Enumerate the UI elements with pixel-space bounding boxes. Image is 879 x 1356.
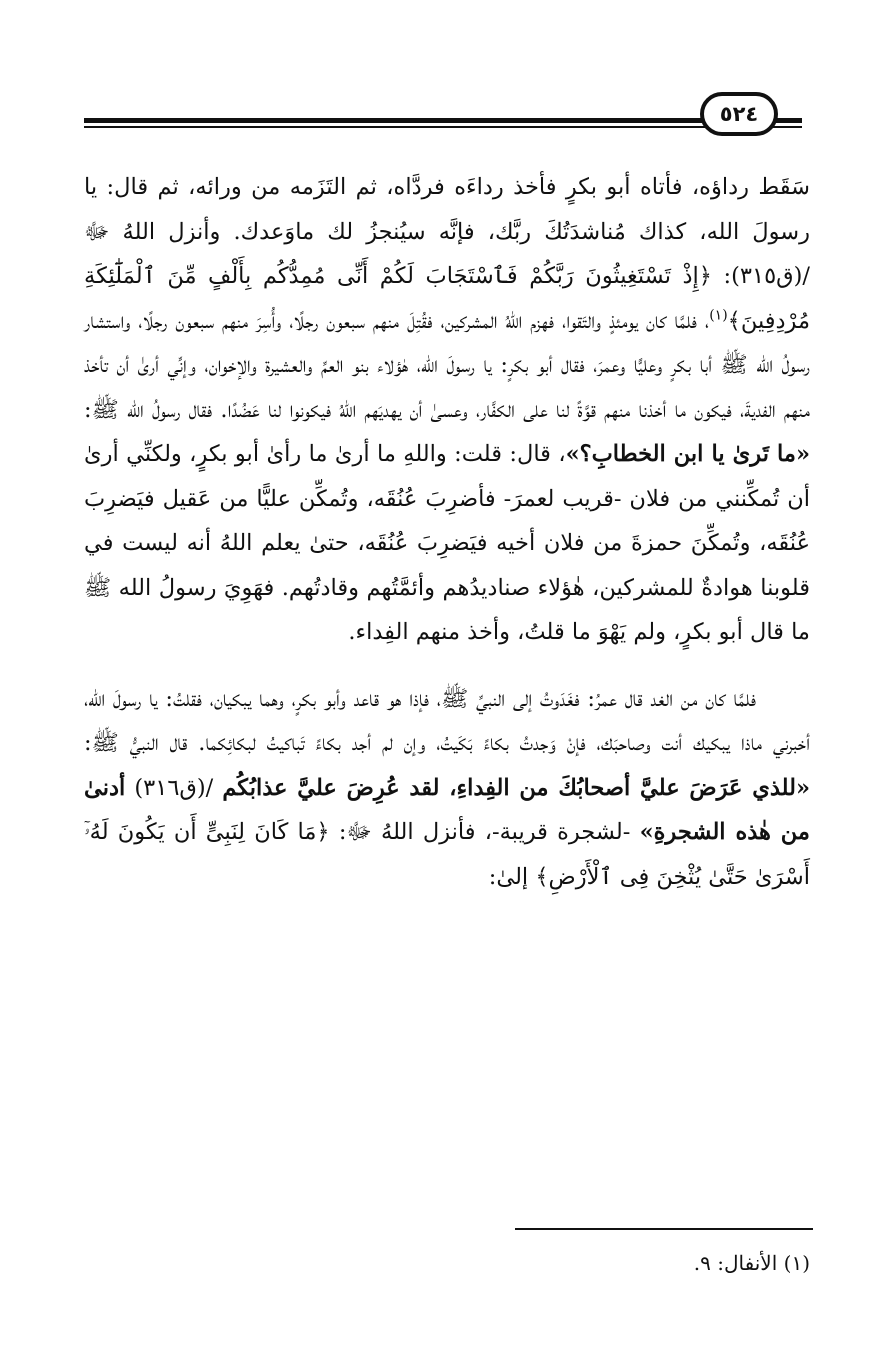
quran-verse-1: ﴿إِذْ تَسْتَغِيثُونَ رَبَّكُمْ فَٱسْتَجَابَ لَكُمْ أَنِّى مُمِدُّكُم بِأَلْفٍ مِّنَ ٱلْمَلَٰٓئِكَةِ مُرْدِفِينَ﴾ (84, 263, 810, 334)
p2-text-3: إلىٰ: (488, 863, 536, 890)
page-number: ٥٢٤ (719, 102, 759, 126)
p1-text-1: سَقَط رداؤه، فأتاه أبو بكرٍ فأخذ رداءَه فردَّاه، ثم التَزَمه من ورائه، ثم قال: يا رسولَ الله، كذاك مُناشدَتُكَ ربَّك، فإنَّه سيُنجزُ لك ماوَعدك. وأنزل اللهُ ﷻ /(ق٣١٥): (84, 174, 810, 289)
footnote-separator (515, 1228, 813, 1230)
paragraph-1 (84, 165, 810, 655)
folio-marker: /(ق٣١٦) (125, 774, 223, 801)
footnote-reference[interactable]: (١) (709, 307, 728, 323)
p1-text-3: ، قال: قلت: واللهِ ما أرىٰ ما رأىٰ أبو بكرٍ، ولكنِّي أرىٰ أن تُمكِّنني من فلان -قريب لعمرَ- فأضرِبَ عُنُقَه، وتُمكِّن عليًّا من عَقيل فيَضرِبَ عُنُقَه، وتُمكِّنَ حمزةَ من فلان أخيه فيَضرِبَ عُنُقَه، حتىٰ يعلم اللهُ أنه ليست في قلوبنا هوادةٌ للمشركين، هٰؤلاء صناديدُهم وأئمَّتُهم وقادتُهم. فهَوِيَ رسولُ الله ﷺ ما قال أبو بكرٍ، ولم يَهْوَ ما قلتُ، وأخذ منهم الفِداء. (84, 441, 810, 645)
header-rule-thick (84, 118, 802, 123)
p1-text-2: ، فلمَّا كان يومئذٍ والتَقوا، فهزم اللهُ المشركين، فقُتِلَ منهم سبعون رجلًا، وأُسِرَ منهم سبعون رجلًا، واستشار رسولُ الله ﷺ أبا بكرٍ وعليًّا وعمرَ، فقال أبو بكرٍ: يا رسولَ الله، هٰؤلاء بنو العمِّ والعشيرة والإخوان، وإنِّي أرىٰ أن تأخذ منهم الفديةَ، فيكون ما أخذنا منهم قوَّةً لنا على الكفَّار، وعسىٰ أن يهديَهم اللهُ فيكونوا لنا عَضُدًا. فقال رسولُ الله ﷺ: (84, 307, 810, 423)
page-number-badge (700, 92, 778, 136)
paragraph-2 (84, 677, 810, 900)
header-rule (84, 114, 802, 134)
quran-verse-2: ﴿مَا كَانَ لِنَبِىٍّ أَن يَكُونَ لَهُۥٓ أَسْرَىٰ حَتَّىٰ يُثْخِنَ فِى ٱلْأَرْضِ﴾ (84, 819, 810, 890)
hadith-quote-2b: أدنىٰ من هٰذه الشجرةِ» (84, 774, 810, 845)
hadith-quote-1: «ما تَرىٰ يا ابن الخطابِ؟» (565, 441, 811, 467)
main-text (84, 165, 810, 899)
header-rule-thin (84, 126, 802, 128)
p2-text-2: -لشجرة قريبة-، فأنزل اللهُ ﷻ: (329, 819, 640, 845)
p2-text-1: فلمَّا كان من الغد قال عمرُ: فغَدَوتُ إلى النبيِّ ﷺ، فإذا هو قاعد وأبو بكرٍ، وهما يبكيان، فقلتُ: يا رسولَ الله، أخبرني ماذا يبكيك أنت وصاحبَك، فإنْ وَجدتُ بكاءً بَكَيتُ، وإن لم أجد بكاءً تَباكيتُ لبكائِكما. قال النبيُّ ﷺ: (84, 685, 810, 756)
footnote: (١) الأنفال: ٩. (693, 1251, 810, 1275)
hadith-quote-2a: «للذي عَرَضَ عليَّ أصحابُكَ من الفِداءِ، لقد عُرِضَ عليَّ عذابُكُم (222, 774, 811, 801)
